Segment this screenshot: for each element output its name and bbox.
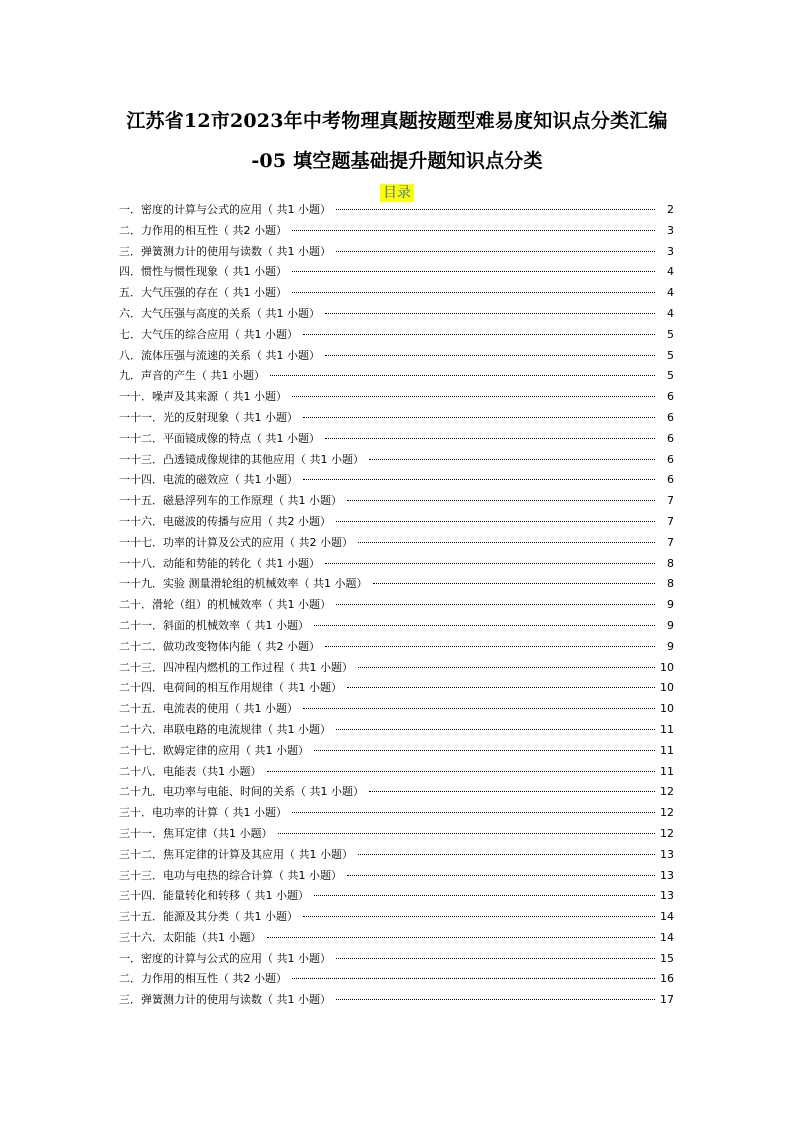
toc-entry[interactable] [119, 387, 674, 408]
toc-entry[interactable] [119, 304, 674, 325]
toc-entry-page-number: 6 [667, 410, 674, 424]
toc-entry-title: 三十一．焦耳定律（共1 小题） [119, 826, 273, 840]
toc-entry-page-number: 13 [660, 868, 674, 882]
toc-entry[interactable] [119, 221, 674, 242]
toc-entry[interactable] [119, 720, 674, 741]
toc-entry[interactable] [119, 242, 674, 263]
toc-dot-leader [336, 209, 655, 210]
toc-dot-leader [325, 438, 655, 439]
toc-heading[interactable]: 目录 [380, 184, 414, 202]
toc-entry-title: 三十六．太阳能（共1 小题） [119, 930, 262, 944]
toc-entry-title: 三十五．能源及其分类（ 共1 小题） [119, 910, 298, 924]
toc-dot-leader [303, 479, 655, 480]
toc-entry-page-number: 12 [660, 826, 674, 840]
toc-dot-leader [336, 604, 655, 605]
toc-entry[interactable] [119, 907, 674, 928]
toc-entry-title: 二十．滑轮（组）的机械效率（ 共1 小题） [119, 598, 331, 612]
toc-entry-title: 九．声音的产生（ 共1 小题） [119, 369, 265, 383]
toc-dot-leader [336, 729, 655, 730]
toc-dot-leader [347, 687, 655, 688]
toc-dot-leader [303, 334, 655, 335]
toc-entry[interactable] [119, 200, 674, 221]
toc-dot-leader [270, 375, 655, 376]
toc-entry[interactable] [119, 470, 674, 491]
toc-entry[interactable] [119, 990, 674, 1011]
toc-entry[interactable] [119, 366, 674, 387]
toc-entry[interactable] [119, 866, 674, 887]
toc-dot-leader [314, 750, 655, 751]
toc-entry-title: 二十五．电流表的使用（ 共1 小题） [119, 702, 298, 716]
toc-dot-leader [347, 875, 655, 876]
toc-entry-page-number: 17 [660, 993, 674, 1007]
toc-entry-page-number: 9 [667, 598, 674, 612]
toc-entry-page-number: 13 [660, 847, 674, 861]
toc-dot-leader [325, 313, 655, 314]
toc-entry[interactable] [119, 782, 674, 803]
toc-entry[interactable] [119, 824, 674, 845]
toc-dot-leader [325, 563, 655, 564]
toc-dot-leader [358, 667, 655, 668]
toc-entry-page-number: 8 [667, 556, 674, 570]
toc-entry-title: 三十三．电功与电热的综合计算（ 共1 小题） [119, 868, 342, 882]
toc-entry[interactable] [119, 595, 674, 616]
toc-entry-page-number: 15 [660, 951, 674, 965]
toc-entry[interactable] [119, 845, 674, 866]
toc-entry-page-number: 14 [660, 930, 674, 944]
toc-entry[interactable] [119, 533, 674, 554]
toc-dot-leader [303, 708, 655, 709]
toc-entry[interactable] [119, 969, 674, 990]
toc-dot-leader [369, 459, 655, 460]
toc-entry-page-number: 7 [667, 494, 674, 508]
toc-entry[interactable] [119, 928, 674, 949]
toc-entry-title: 二十六．串联电路的电流规律（ 共1 小题） [119, 722, 331, 736]
document-title-line-2: -05 填空题基础提升题知识点分类 [251, 150, 543, 172]
toc-entry-page-number: 6 [667, 473, 674, 487]
toc-entry-page-number: 11 [660, 722, 674, 736]
toc-heading-container [0, 182, 794, 202]
toc-entry-page-number: 5 [667, 327, 674, 341]
toc-entry-page-number: 8 [667, 577, 674, 591]
toc-dot-leader [303, 916, 655, 917]
toc-entry[interactable] [119, 346, 674, 367]
toc-dot-leader [358, 854, 655, 855]
toc-entry-page-number: 6 [667, 452, 674, 466]
toc-entry[interactable] [119, 429, 674, 450]
toc-dot-leader [336, 999, 655, 1000]
toc-dot-leader [292, 230, 655, 231]
toc-entry[interactable] [119, 803, 674, 824]
toc-entry-page-number: 12 [660, 806, 674, 820]
toc-entry-title: 二十四．电荷间的相互作用规律（ 共1 小题） [119, 681, 342, 695]
toc-dot-leader [314, 895, 655, 896]
toc-entry-title: 五．大气压强的存在（ 共1 小题） [119, 286, 287, 300]
toc-entry-title: 一十八．动能和势能的转化（ 共1 小题） [119, 556, 320, 570]
toc-entry[interactable] [119, 283, 674, 304]
toc-entry[interactable] [119, 699, 674, 720]
toc-entry-title: 一十四．电流的磁效应（ 共1 小题） [119, 473, 298, 487]
toc-dot-leader [358, 542, 655, 543]
toc-dot-leader [369, 791, 655, 792]
toc-entry[interactable] [119, 450, 674, 471]
toc-entry-page-number: 5 [667, 369, 674, 383]
toc-dot-leader [303, 417, 655, 418]
toc-entry-title: 二十九．电功率与电能、时间的关系（ 共1 小题） [119, 785, 364, 799]
toc-entry-page-number: 4 [667, 286, 674, 300]
toc-entry-title: 八．流体压强与流速的关系（ 共1 小题） [119, 348, 320, 362]
toc-dot-leader [373, 583, 656, 584]
toc-entry-title: 一十三．凸透镜成像规律的其他应用（ 共1 小题） [119, 452, 364, 466]
toc-entry-title: 一十二．平面镜成像的特点（ 共1 小题） [119, 431, 320, 445]
toc-entry-title: 三．弹簧测力计的使用与读数（ 共1 小题） [119, 993, 331, 1007]
toc-entry-title: 三十．电功率的计算（ 共1 小题） [119, 806, 287, 820]
toc-dot-leader [325, 646, 655, 647]
toc-entry-title: 一十九．实验 测量滑轮组的机械效率（ 共1 小题） [119, 577, 368, 591]
toc-entry-title: 一十七．功率的计算及公式的应用（ 共2 小题） [119, 535, 353, 549]
toc-dot-leader [347, 500, 655, 501]
toc-entry-page-number: 6 [667, 431, 674, 445]
toc-dot-leader [292, 292, 655, 293]
toc-entry-title: 四．惯性与惯性现象（ 共1 小题） [119, 265, 287, 279]
toc-entry-page-number: 3 [667, 223, 674, 237]
toc-entry-page-number: 6 [667, 390, 674, 404]
toc-entry-page-number: 16 [660, 972, 674, 986]
document-title-line-1: 江苏省12市2023年中考物理真题按题型难易度知识点分类汇编 [126, 110, 668, 132]
toc-entry-title: 二．力作用的相互性（ 共2 小题） [119, 972, 287, 986]
toc-entry-title: 二十二．做功改变物体内能（ 共2 小题） [119, 639, 320, 653]
toc-entry-page-number: 2 [667, 203, 674, 216]
toc-entry-page-number: 7 [667, 535, 674, 549]
toc-entry-title: 二．力作用的相互性（ 共2 小题） [119, 223, 287, 237]
toc-entry-title: 一十．噪声及其来源（ 共1 小题） [119, 390, 287, 404]
toc-entry-page-number: 10 [660, 681, 674, 695]
toc-entry[interactable] [119, 886, 674, 907]
toc-entry-title: 七．大气压的综合应用（ 共1 小题） [119, 327, 298, 341]
toc-entry-title: 三十四．能量转化和转移（ 共1 小题） [119, 889, 309, 903]
toc-entry-page-number: 7 [667, 514, 674, 528]
toc-entry-title: 一十六．电磁波的传播与应用（ 共2 小题） [119, 514, 331, 528]
toc-entry-title: 一．密度的计算与公式的应用（ 共1 小题） [119, 951, 331, 965]
toc-entry-page-number: 11 [660, 743, 674, 757]
toc-entry[interactable] [119, 616, 674, 637]
toc-entry[interactable] [119, 949, 674, 970]
toc-entry[interactable] [119, 325, 674, 346]
toc-entry-page-number: 12 [660, 785, 674, 799]
toc-entry-page-number: 13 [660, 889, 674, 903]
toc-entry-page-number: 10 [660, 660, 674, 674]
toc-dot-leader [292, 271, 655, 272]
toc-entry[interactable] [119, 512, 674, 533]
toc-entry-page-number: 4 [667, 306, 674, 320]
toc-entry-page-number: 14 [660, 910, 674, 924]
toc-entry-page-number: 3 [667, 244, 674, 258]
toc-dot-leader [325, 355, 655, 356]
toc-dot-leader [292, 978, 655, 979]
table-of-contents [119, 200, 674, 1011]
toc-entry[interactable] [119, 554, 674, 575]
toc-dot-leader [278, 833, 656, 834]
toc-entry-page-number: 10 [660, 702, 674, 716]
toc-dot-leader [336, 521, 655, 522]
toc-entry[interactable] [119, 658, 674, 679]
toc-entry[interactable] [119, 762, 674, 783]
toc-entry[interactable] [119, 637, 674, 658]
toc-entry-title: 一．密度的计算与公式的应用（ 共1 小题） [119, 203, 331, 216]
toc-dot-leader [267, 937, 656, 938]
toc-dot-leader [336, 958, 655, 959]
toc-entry-title: 一十一．光的反射现象（ 共1 小题） [119, 410, 298, 424]
toc-entry[interactable] [119, 678, 674, 699]
toc-entry[interactable] [119, 741, 674, 762]
toc-entry-page-number: 5 [667, 348, 674, 362]
toc-entry-title: 二十七．欧姆定律的应用（ 共1 小题） [119, 743, 309, 757]
toc-entry-page-number: 9 [667, 639, 674, 653]
toc-entry-page-number: 9 [667, 618, 674, 632]
toc-dot-leader [336, 251, 655, 252]
toc-entry-page-number: 4 [667, 265, 674, 279]
toc-dot-leader [292, 812, 655, 813]
toc-entry-page-number: 11 [660, 764, 674, 778]
toc-entry-title: 六．大气压强与高度的关系（ 共1 小题） [119, 306, 320, 320]
toc-entry[interactable] [119, 408, 674, 429]
toc-dot-leader [314, 625, 655, 626]
toc-entry-title: 二十八．电能表（共1 小题） [119, 764, 262, 778]
toc-entry[interactable] [119, 491, 674, 512]
toc-dot-leader [267, 771, 656, 772]
toc-entry-title: 二十三．四冲程内燃机的工作过程（ 共1 小题） [119, 660, 353, 674]
toc-entry-title: 二十一．斜面的机械效率（ 共1 小题） [119, 618, 309, 632]
toc-entry-title: 三十二．焦耳定律的计算及其应用（ 共1 小题） [119, 847, 353, 861]
toc-dot-leader [292, 396, 655, 397]
toc-entry-title: 三．弹簧测力计的使用与读数（ 共1 小题） [119, 244, 331, 258]
toc-entry[interactable] [119, 574, 674, 595]
toc-entry-title: 一十五．磁悬浮列车的工作原理（ 共1 小题） [119, 494, 342, 508]
toc-entry[interactable] [119, 262, 674, 283]
